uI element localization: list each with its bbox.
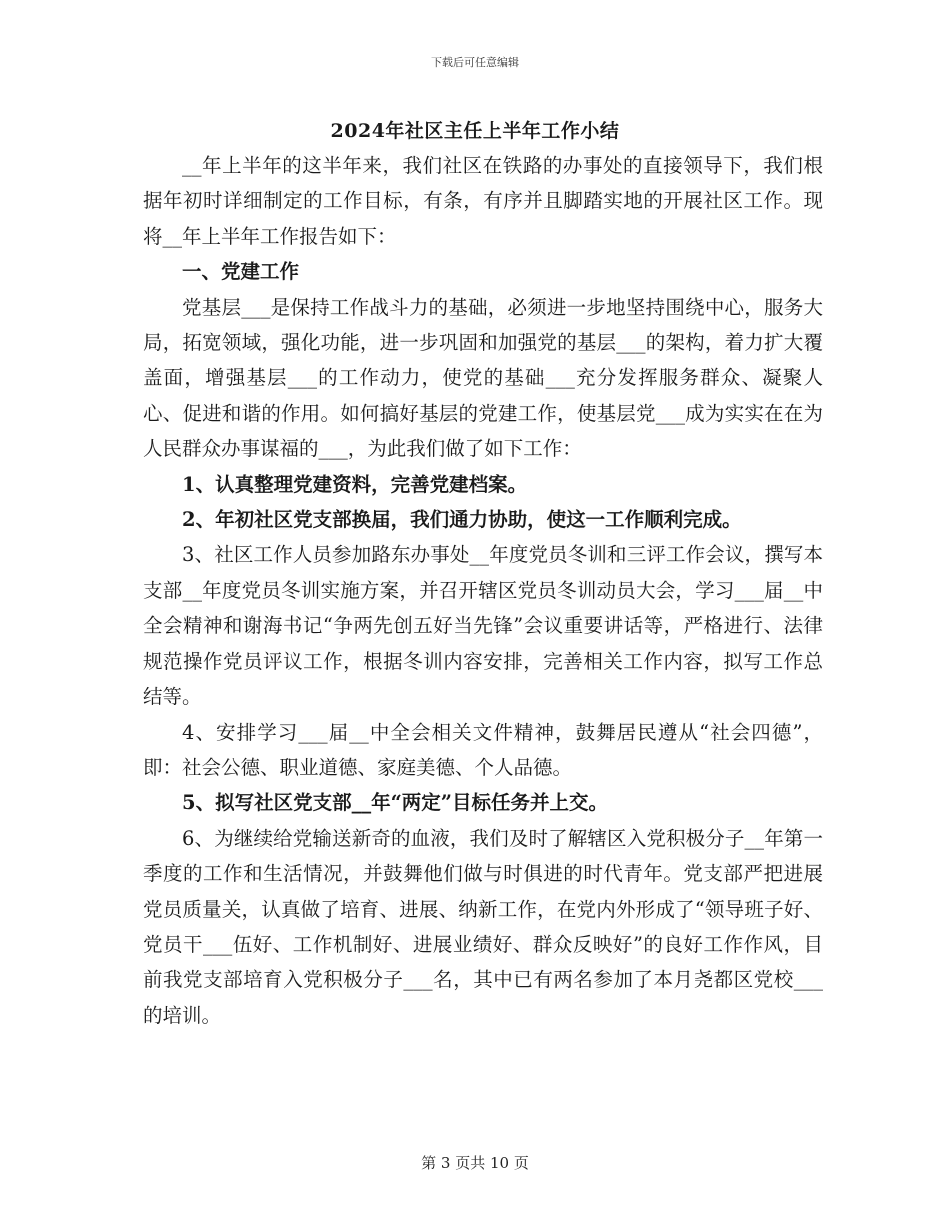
section-heading-party-building: 一、党建工作 <box>182 260 300 284</box>
list-item-2: 2、年初社区党支部换届，我们通力协助，使这一工作顺利完成。 <box>182 508 742 532</box>
document-title: 2024年社区主任上半年工作小结 <box>330 120 620 142</box>
list-item-5: 5、拟写社区党支部__年“两定”目标任务并上交。 <box>182 791 609 815</box>
document-body <box>143 148 823 1033</box>
intro-paragraph: __年上半年的这半年来，我们社区在铁路的办事处的直接领导下，我们根据年初时详细制定的工作目标，有条，有序并且脚踏实地的开展社区工作。现将__年上半年工作报告如下： <box>143 154 823 248</box>
list-item-1: 1、认真整理党建资料，完善党建档案。 <box>182 472 528 496</box>
list-item-4: 4、安排学习___届__中全会相关文件精神，鼓舞居民遵从“社会四德”，即：社会公德、职业道德、家庭美德、个人品德。 <box>143 720 823 779</box>
list-item-3: 3、社区工作人员参加路东办事处__年度党员冬训和三评工作会议，撰写本支部__年度党员冬训实施方案，并召开辖区党员冬训动员大会，学习___届__中全会精神和谢海书记“争两先创五好当先锋”会议重要讲话等，严格进行、法律规范操作党员评议工作，根据冬训内容安排，完善相关工作内容，拟写工作总结等。 <box>143 543 823 709</box>
page-header: 下载后可任意编辑 <box>431 56 519 69</box>
list-item-6: 6、为继续给党输送新奇的血液，我们及时了解辖区入党积极分子__年第一季度的工作和生活情况，并鼓舞他们做与时俱进的时代青年。党支部严把进展党员质量关，认真做了培育、进展、纳新工作，在党内外形成了“领导班子好、党员干___伍好、工作机制好、进展业绩好、群众反映好”的良好工作作风，目前我党支部培育入党积极分子___名，其中已有两名参加了本月尧都区党校___的培训。 <box>143 826 823 1027</box>
page-number-footer: 第 3 页共 10 页 <box>421 1154 529 1172</box>
party-building-paragraph: 党基层___是保持工作战斗力的基础，必须进一步地坚持围绕中心，服务大局，拓宽领域，强化功能，进一步巩固和加强党的基层___的架构，着力扩大覆盖面，增强基层___的工作动力，使党的基础___充分发挥服务群众、凝聚人心、促进和谐的作用。如何搞好基层的党建工作，使基层党___成为实实在在为人民群众办事谋福的___，为此我们做了如下工作： <box>143 295 823 461</box>
